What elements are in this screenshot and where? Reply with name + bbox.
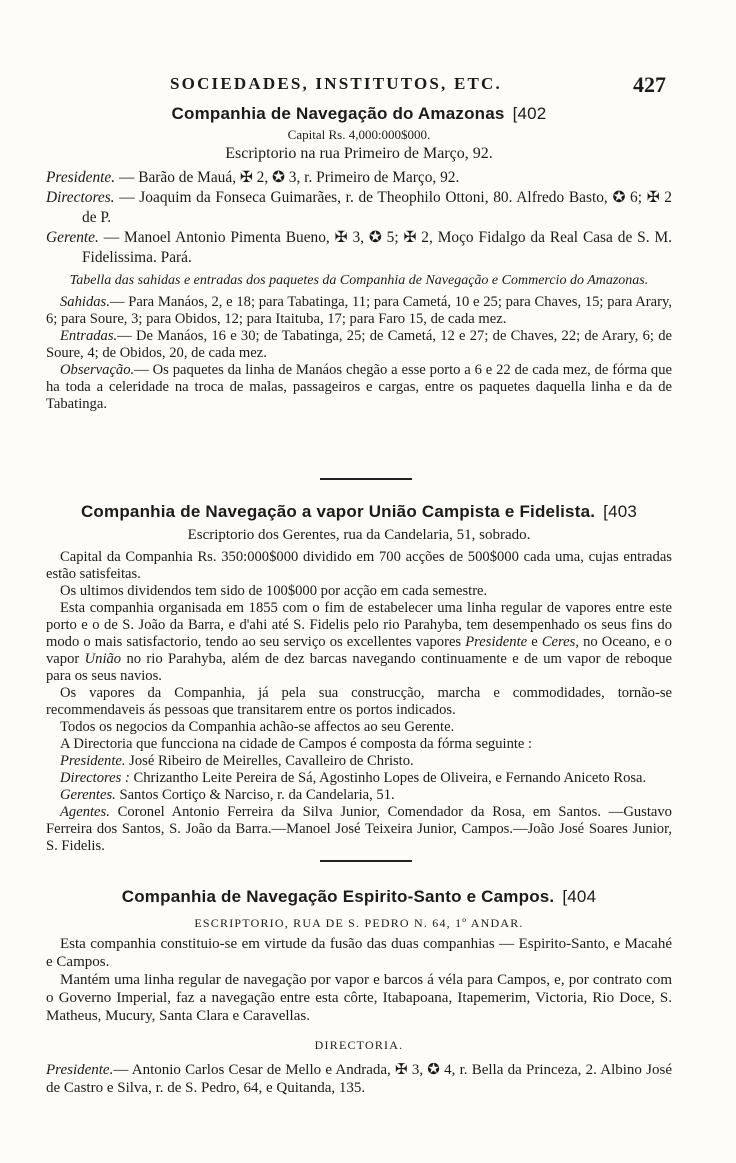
- entry-title: Companhia de Navegação do Amazonas [402: [171, 104, 547, 123]
- running-title: SOCIEDADES, INSTITUTOS, ETC.: [170, 74, 502, 93]
- presidente-line: Presidente. — Barão de Mauá, ✠ 2, ✪ 3, r. Primeiro de Março, 92.: [46, 169, 460, 186]
- entry-404: [46, 885, 672, 1097]
- line-paragraph: Mantém uma linha regular de navegação por vapor e barcos á véla para Campos, e, por contrato com o Governo Imperial, faz a navegação entre esta côrte, Itabapoana, Itapemerim, Victoria, Rio Doce, S. Matheus, Mucury, Santa Clara e Caravellas.: [46, 972, 672, 1024]
- entry-number: [404: [562, 887, 597, 906]
- observacao-paragraph: Observação.— Os paquetes da linha de Manáos chegão a esse porto a 6 e 22 de cada mez, de fórma que ha toda a celeridade na troca de malas, passageiros e cargas, entre os paquetes daquella linha e da de Tabatinga.: [46, 362, 672, 412]
- entry-403: [46, 500, 672, 855]
- office-line: Escriptorio dos Gerentes, rua da Candelaria, 51, sobrado.: [187, 527, 531, 543]
- vapores-paragraph: Os vapores da Companhia, já pela sua construcção, marcha e commodidades, tornão-se recommendaveis ás pessoas que transitarem entre os portos indicados.: [46, 685, 672, 718]
- directoria-heading: DIRECTORIA.: [314, 1038, 404, 1052]
- office-line: Escriptorio na rua Primeiro de Março, 92.: [225, 145, 493, 162]
- entry-title: Companhia de Navegação a vapor União Campista e Fidelista. [403: [80, 502, 638, 521]
- sahidas-paragraph: Sahidas.— Para Manáos, 2, e 18; para Tabatinga, 11; para Cametá, 10 e 25; para Chaves, 15; para Arary, 6; para Soure, 3; para Obidos, 12; para Itaituba, 17; para Faro 15, de cada mez.: [46, 294, 672, 327]
- directores-line: Directores : Chrizantho Leite Pereira de Sá, Agostinho Lopes de Oliveira, e Fernando Aniceto Rosa.: [60, 770, 647, 786]
- entradas-paragraph: Entradas.— De Manáos, 16 e 30; de Tabatinga, 25; de Cametá, 12 e 27; de Chaves, 22; de Arary, 6; de Soure, 4; de Obidos, 20, de cada mez.: [46, 328, 672, 361]
- capital-line: Capital Rs. 4,000:000$000.: [287, 127, 431, 142]
- entry-number: [402: [512, 104, 547, 123]
- office-line: ESCRIPTORIO, RUA DE S. PEDRO N. 64, 1º ANDAR.: [194, 916, 524, 930]
- section-divider: [320, 478, 412, 480]
- gerente-line: Gerente. — Manoel Antonio Pimenta Bueno, ✠ 3, ✪ 5; ✠ 2, Moço Fidalgo da Real Casa de S. M. Fidelissima. Pará.: [46, 229, 672, 266]
- running-header: [0, 72, 736, 102]
- directores-line: Directores. — Joaquim da Fonseca Guimarães, r. de Theophilo Ottoni, 80. Alfredo Basto, ✪ 6; ✠ 2 de P.: [46, 189, 672, 226]
- fusion-paragraph: Esta companhia constituio-se em virtude da fusão das duas companhias — Espirito-Santo, e Macahé e Campos.: [46, 936, 672, 970]
- entry-number: [403: [603, 502, 638, 521]
- gerentes-line: Gerentes. Santos Cortiço & Narciso, r. da Candelaria, 51.: [60, 787, 395, 803]
- section-divider: [320, 860, 412, 862]
- negocios-paragraph: Todos os negocios da Companhia achão-se affectos ao seu Gerente.: [60, 719, 455, 735]
- directoria-paragraph: A Directoria que funcciona na cidade de Campos é composta da fórma seguinte :: [60, 736, 533, 752]
- entry-402: [46, 102, 672, 413]
- tabella-heading: Tabella das sahidas e entradas dos paquetes da Companhia de Navegação e Commercio do Amazonas.: [69, 273, 649, 288]
- presidente-line: Presidente.— Antonio Carlos Cesar de Mello e Andrada, ✠ 3, ✪ 4, r. Bella da Princeza, 2. Albino José de Castro e Silva, r. de S. Pedro, 64, e Quitanda, 135.: [46, 1062, 672, 1096]
- page-number: 427: [633, 72, 666, 97]
- entry-title: Companhia de Navegação Espirito-Santo e Campos. [404: [121, 887, 597, 906]
- history-paragraph: Esta companhia organisada em 1855 com o fim de estabelecer uma linha regular de vapores entre este porto e o de S. João da Barra, e d'ahi até S. Fidelis pelo rio Parahyba, tem desempenhado os seus fins do modo o mais satisfactorio, tendo ao seu serviço os excellentes vapores Presidente e Ceres, no Oceano, e o vapor União no rio Parahyba, além de dez barcas navegando continuamente e de um vapor de reboque para os seus navios.: [46, 600, 673, 684]
- capital-paragraph: Capital da Companhia Rs. 350:000$000 dividido em 700 acções de 500$000 cada uma, cujas entradas estão satisfeitas.: [46, 549, 672, 582]
- agentes-line: Agentes. Coronel Antonio Ferreira da Silva Junior, Comendador da Rosa, em Santos. —Gustavo Ferreira dos Santos, S. João da Barra.—Manoel José Teixeira Junior, Campos.—João José Soares Junior, S. Fidelis.: [46, 804, 672, 854]
- presidente-line: Presidente. José Ribeiro de Meirelles, Cavalleiro de Christo.: [60, 753, 414, 769]
- dividends-paragraph: Os ultimos dividendos tem sido de 100$000 por acção em cada semestre.: [60, 583, 488, 599]
